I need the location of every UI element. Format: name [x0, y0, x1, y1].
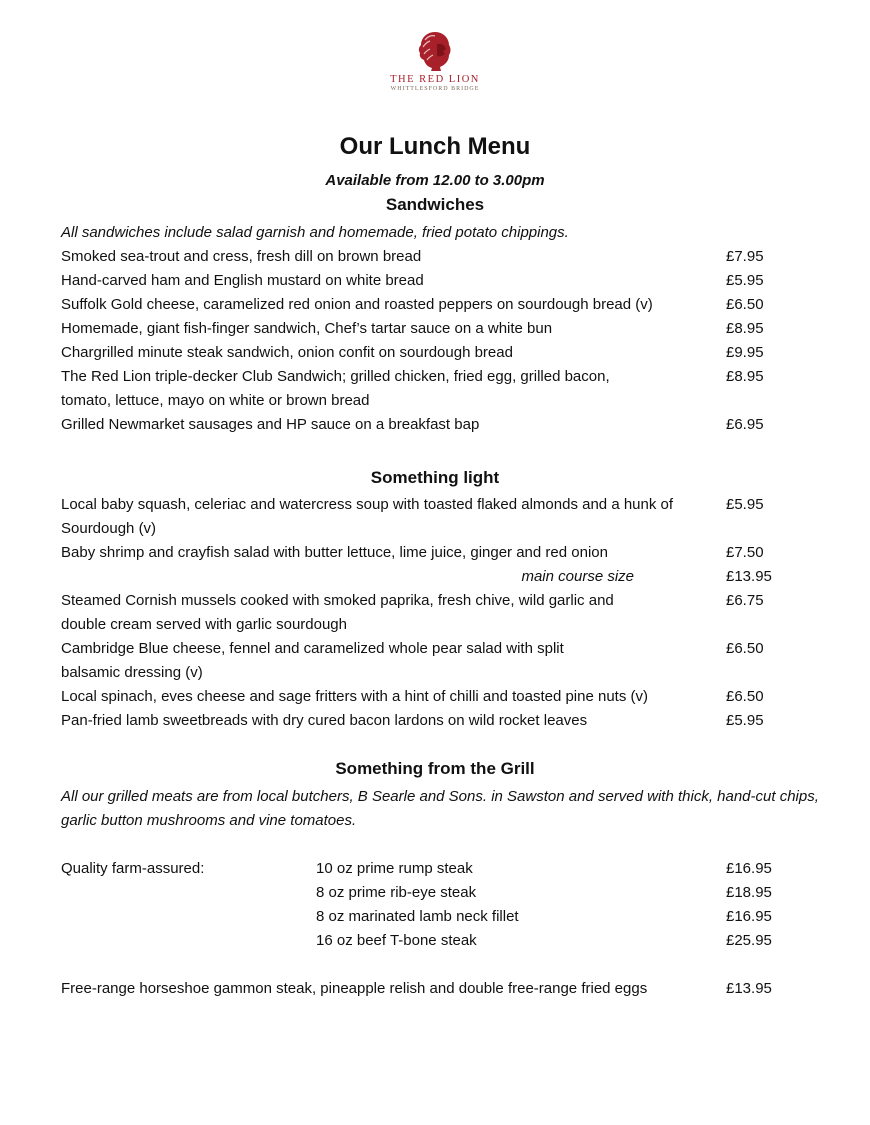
- menu-item-desc: Grilled Newmarket sausages and HP sauce on a breakfast bap: [61, 416, 480, 433]
- light-heading: Something light: [370, 468, 500, 487]
- grill-item-desc: 8 oz marinated lamb neck fillet: [316, 908, 519, 925]
- menu-item-price: £6.95: [726, 416, 764, 433]
- menu-item-price: £6.75: [726, 592, 764, 609]
- grill-item-price: £18.95: [726, 884, 772, 901]
- menu-item-desc: The Red Lion triple-decker Club Sandwich; grilled chicken, fried egg, grilled bacon, tomato, lettuce, mayo on white or brown bread: [61, 368, 610, 409]
- page-title: Our Lunch Menu: [339, 133, 531, 160]
- grill-item-price: £25.95: [726, 932, 772, 949]
- sandwiches-note: All sandwiches include salad garnish and homemade, fried potato chippings.: [61, 224, 569, 241]
- lion-head-icon: [415, 30, 455, 72]
- menu-item-desc: Homemade, giant fish-finger sandwich, Chef’s tartar sauce on a white bun: [61, 320, 553, 337]
- menu-item-desc: Suffolk Gold cheese, caramelized red onion and roasted peppers on sourdough bread (v): [61, 296, 653, 313]
- menu-item-price: £13.95: [726, 980, 772, 997]
- menu-item-price: £9.95: [726, 344, 764, 361]
- grill-item-desc: 10 oz prime rump steak: [316, 860, 473, 877]
- menu-item-price: £8.95: [726, 320, 764, 337]
- main-course-size-price: £13.95: [726, 568, 772, 585]
- menu-item-desc: Local baby squash, celeriac and watercress soup with toasted flaked almonds and a hunk of Sourdough (v): [61, 496, 674, 537]
- menu-item-desc: Local spinach, eves cheese and sage fritters with a hint of chilli and toasted pine nuts (v): [61, 688, 648, 705]
- grill-item-price: £16.95: [726, 860, 772, 877]
- grill-heading: Something from the Grill: [335, 759, 535, 778]
- grill-item-price: £16.95: [726, 908, 772, 925]
- menu-item-price: £5.95: [726, 496, 764, 513]
- restaurant-logo: [373, 30, 497, 92]
- logo-name: THE RED LION: [390, 74, 480, 85]
- grill-item-desc: 8 oz prime rib-eye steak: [316, 884, 477, 901]
- grill-quality-label: Quality farm-assured:: [61, 860, 205, 877]
- main-course-size-label: main course size: [521, 568, 634, 585]
- menu-item-desc: Pan-fried lamb sweetbreads with dry cured bacon lardons on wild rocket leaves: [61, 712, 588, 729]
- logo-subname: WHITTLESFORD BRIDGE: [390, 86, 480, 92]
- sandwiches-heading: Sandwiches: [385, 195, 485, 214]
- menu-item-desc: Chargrilled minute steak sandwich, onion confit on sourdough bread: [61, 344, 513, 361]
- menu-item-price: £6.50: [726, 688, 764, 705]
- menu-item-desc: Free-range horseshoe gammon steak, pineapple relish and double free-range fried eggs: [61, 980, 648, 997]
- menu-item-price: £5.95: [726, 272, 764, 289]
- menu-item-price: £6.50: [726, 640, 764, 657]
- grill-item-desc: 16 oz beef T-bone steak: [316, 932, 477, 949]
- menu-item-price: £7.95: [726, 248, 764, 265]
- menu-item-price: £8.95: [726, 368, 764, 385]
- menu-item-desc: Baby shrimp and crayfish salad with butter lettuce, lime juice, ginger and red onion: [61, 544, 608, 561]
- menu-item-desc: Steamed Cornish mussels cooked with smoked paprika, fresh chive, wild garlic and double cream served with garlic sourdough: [61, 592, 614, 633]
- menu-item-desc: Smoked sea-trout and cress, fresh dill on brown bread: [61, 248, 422, 265]
- menu-item-price: £5.95: [726, 712, 764, 729]
- availability-text: Available from 12.00 to 3.00pm: [325, 172, 545, 189]
- menu-item-desc: Cambridge Blue cheese, fennel and caramelized whole pear salad with split balsamic dressing (v): [61, 640, 564, 681]
- menu-item-desc: Hand-carved ham and English mustard on white bread: [61, 272, 424, 289]
- menu-item-price: £6.50: [726, 296, 764, 313]
- menu-item-price: £7.50: [726, 544, 764, 561]
- grill-note: All our grilled meats are from local butchers, B Searle and Sons. in Sawston and served with thick, hand-cut chips, garlic button mushrooms and vine tomatoes.: [61, 788, 819, 829]
